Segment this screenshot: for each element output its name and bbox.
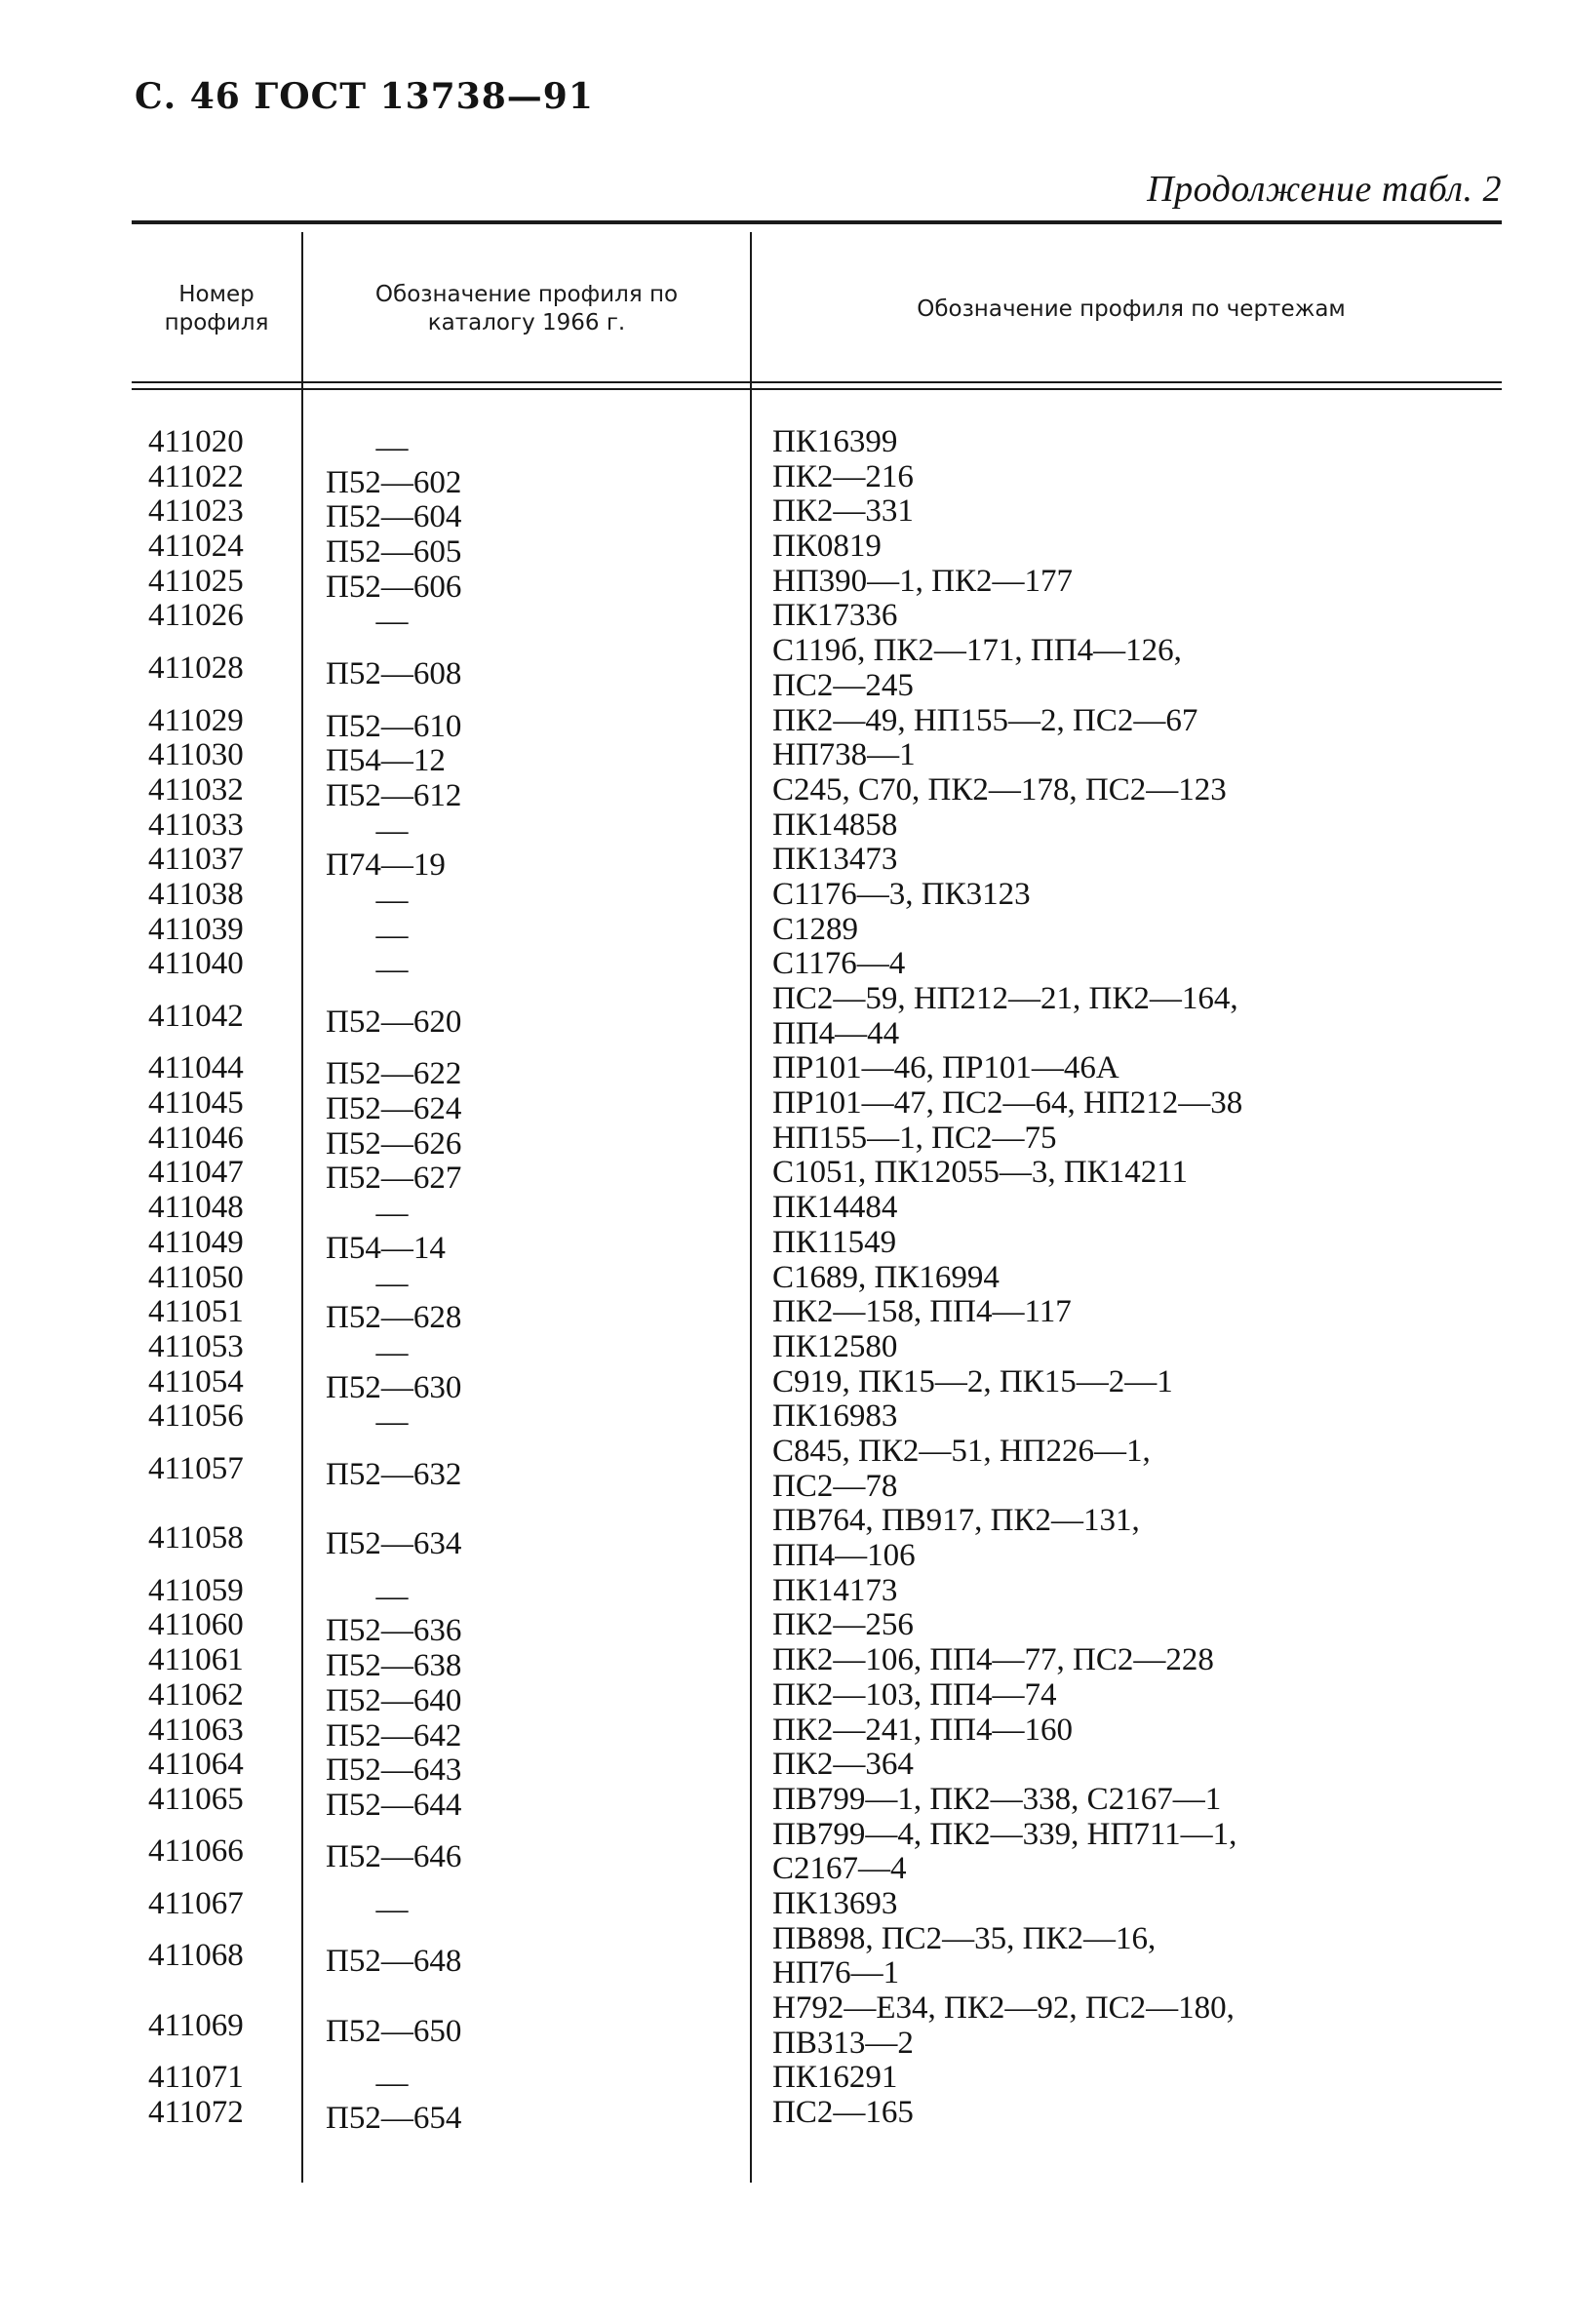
table-header-rule	[132, 381, 1502, 383]
table-row	[0, 2060, 1570, 2102]
drawing-designation-line: ПС2—165	[772, 2095, 914, 2131]
profile-number: 411039	[148, 911, 244, 947]
profile-number: 411054	[148, 1363, 244, 1399]
drawing-designations	[772, 947, 1494, 982]
table-row	[0, 1991, 1570, 2061]
profile-number: 411066	[148, 1833, 244, 1870]
table-row	[0, 876, 1570, 918]
table-row	[0, 1747, 1570, 1789]
profile-number: 411033	[148, 807, 244, 843]
drawing-designation-line: С1176—3, ПК3123	[772, 876, 1031, 912]
drawing-designations	[772, 1643, 1494, 1678]
drawing-designation-line: ПС2—245	[772, 667, 914, 703]
table-body	[0, 424, 1570, 2137]
drawing-designations	[772, 1399, 1494, 1435]
table-row	[0, 1085, 1570, 1127]
profile-number: 411020	[148, 424, 244, 459]
drawing-designation-line: ПК14858	[772, 807, 898, 843]
drawing-designations	[772, 913, 1494, 948]
drawing-designation-line: ПК2—49, НП155—2, ПС2—67	[772, 702, 1198, 738]
profile-number: 411028	[148, 650, 244, 686]
drawing-designations	[772, 2061, 1494, 2096]
profile-number: 411071	[148, 2060, 244, 2096]
drawing-designation-line: НП155—1, ПС2—75	[772, 1120, 1057, 1156]
catalog-designation: П52—632	[326, 1456, 462, 1492]
profile-number: 411044	[148, 1050, 244, 1086]
profile-number: 411042	[148, 998, 244, 1034]
drawing-designation-line: ПР101—46, ПР101—46А	[772, 1050, 1119, 1086]
catalog-designation: П52—654	[326, 2101, 462, 2137]
catalog-designation: П52—622	[326, 1056, 462, 1092]
table-row	[0, 1712, 1570, 1753]
profile-number: 411064	[148, 1747, 244, 1783]
table-row	[0, 1676, 1570, 1718]
drawing-designations	[772, 878, 1494, 913]
catalog-designation: —	[375, 430, 409, 465]
profile-number: 411057	[148, 1450, 244, 1486]
drawing-designations	[772, 738, 1494, 773]
table-row	[0, 2095, 1570, 2137]
table-row	[0, 1190, 1570, 1232]
table-row	[0, 702, 1570, 744]
drawing-designations	[772, 494, 1494, 530]
catalog-designation: —	[375, 2066, 409, 2102]
table-row	[0, 946, 1570, 988]
catalog-designation: П52—627	[326, 1161, 462, 1197]
catalog-designation: П52—604	[326, 499, 462, 535]
table-row	[0, 424, 1570, 465]
profile-number: 411050	[148, 1259, 244, 1295]
table-row	[0, 911, 1570, 953]
drawing-designations	[772, 1818, 1494, 1887]
table-row	[0, 1259, 1570, 1301]
catalog-designation: П52—636	[326, 1613, 462, 1649]
catalog-designation: П52—650	[326, 2013, 462, 2049]
table-row	[0, 563, 1570, 605]
profile-number: 411047	[148, 1155, 244, 1191]
drawing-designations	[772, 1261, 1494, 1296]
catalog-designation: П52—620	[326, 1004, 462, 1040]
catalog-designation: П52—608	[326, 655, 462, 691]
profile-number: 411029	[148, 702, 244, 738]
drawing-designation-line: ПВ898, ПС2—35, ПК2—16,	[772, 1920, 1157, 1956]
profile-number: 411022	[148, 458, 244, 494]
catalog-designation: П52—628	[326, 1300, 462, 1336]
drawing-designations	[772, 843, 1494, 878]
table-row	[0, 1363, 1570, 1405]
drawing-designation-line: ПК16983	[772, 1398, 898, 1435]
table-row	[0, 1435, 1570, 1504]
drawing-designations	[772, 1435, 1494, 1504]
catalog-designation: —	[375, 1891, 409, 1927]
profile-number: 411058	[148, 1520, 244, 1556]
drawing-designation-line: С119б, ПК2—171, ПП4—126,	[772, 633, 1182, 669]
drawing-designation-line: ПП4—44	[772, 1015, 900, 1051]
profile-number: 411023	[148, 493, 244, 530]
drawing-designation-line: НП390—1, ПК2—177	[772, 563, 1074, 599]
drawing-designation-line: С1176—4	[772, 946, 906, 982]
drawing-designation-line: НП738—1	[772, 737, 916, 773]
profile-number: 411061	[148, 1642, 244, 1678]
drawing-designation-line: ПВ764, ПВ917, ПК2—131,	[772, 1503, 1140, 1539]
drawing-designations	[772, 704, 1494, 739]
drawing-designation-line: ПВ313—2	[772, 2025, 914, 2061]
drawing-designation-line: ПК2—331	[772, 493, 914, 530]
profile-number: 411038	[148, 876, 244, 912]
drawing-designation-line: С1689, ПК16994	[772, 1259, 1000, 1295]
drawing-designations	[772, 1051, 1494, 1086]
profile-number: 411030	[148, 737, 244, 773]
table-row	[0, 1781, 1570, 1823]
catalog-designation: —	[375, 1265, 409, 1301]
drawing-designation-line: С919, ПК15—2, ПК15—2—1	[772, 1363, 1173, 1399]
catalog-designation: П52—626	[326, 1125, 462, 1162]
profile-number: 411072	[148, 2095, 244, 2131]
drawing-designations	[772, 1122, 1494, 1157]
catalog-designation: П52—643	[326, 1753, 462, 1789]
drawing-designations	[772, 1713, 1494, 1749]
catalog-designation: —	[375, 917, 409, 953]
catalog-designation: —	[375, 604, 409, 640]
drawing-designation-line: С2167—4	[772, 1851, 907, 1887]
drawing-designation-line: С845, ПК2—51, НП226—1,	[772, 1433, 1151, 1469]
profile-number: 411060	[148, 1607, 244, 1643]
catalog-designation: П52—648	[326, 1944, 462, 1980]
drawing-designation-line: ПК16291	[772, 2060, 898, 2096]
profile-number: 411051	[148, 1294, 244, 1330]
catalog-designation: П54—14	[326, 1230, 446, 1266]
drawing-designations	[772, 565, 1494, 600]
profile-number: 411049	[148, 1224, 244, 1260]
table-row	[0, 1294, 1570, 1336]
catalog-designation: П52—642	[326, 1717, 462, 1753]
drawing-designations	[772, 460, 1494, 495]
drawing-designation-line: ПК11549	[772, 1224, 897, 1260]
drawing-designations	[772, 530, 1494, 565]
drawing-designation-line: ПК14484	[772, 1190, 898, 1226]
drawing-designation-line: С245, С70, ПК2—178, ПС2—123	[772, 771, 1227, 807]
drawing-designations	[772, 1156, 1494, 1191]
drawing-designations	[772, 982, 1494, 1051]
profile-number: 411048	[148, 1190, 244, 1226]
table-row	[0, 529, 1570, 571]
profile-number: 411056	[148, 1398, 244, 1435]
drawing-designations	[772, 1887, 1494, 1922]
drawing-designation-line: ПК12580	[772, 1328, 898, 1364]
drawing-designation-line: ПС2—59, НП212—21, ПК2—164,	[772, 981, 1238, 1017]
column-header-catalog: Обозначение профиля по каталогу 1966 г.	[374, 282, 679, 335]
drawing-designations	[772, 1191, 1494, 1226]
table-row	[0, 1572, 1570, 1614]
profile-number: 411068	[148, 1938, 244, 1974]
table-row	[0, 1155, 1570, 1197]
catalog-designation: П52—606	[326, 569, 462, 605]
drawing-designations	[772, 1330, 1494, 1365]
profile-number: 411067	[148, 1885, 244, 1921]
table-row	[0, 493, 1570, 535]
table-row	[0, 1120, 1570, 1162]
drawing-designation-line: С1289	[772, 911, 859, 947]
table-row	[0, 598, 1570, 640]
table-row	[0, 1328, 1570, 1370]
table-row	[0, 771, 1570, 813]
table-row	[0, 634, 1570, 703]
drawing-designations	[772, 1365, 1494, 1400]
drawing-designation-line: ПС2—78	[772, 1468, 898, 1504]
drawing-designation-line: ПК13693	[772, 1885, 898, 1921]
catalog-designation: —	[375, 952, 409, 988]
table-row	[0, 1224, 1570, 1266]
catalog-designation: П52—624	[326, 1091, 462, 1127]
drawing-designation-line: ПК13473	[772, 842, 898, 878]
drawing-designations	[772, 634, 1494, 703]
drawing-designation-line: ПВ799—4, ПК2—339, НП711—1,	[772, 1816, 1237, 1852]
drawing-designation-line: ПК2—216	[772, 458, 914, 494]
table-row	[0, 1818, 1570, 1887]
table-row	[0, 1642, 1570, 1684]
drawing-designation-line: Н792—Е34, ПК2—92, ПС2—180,	[772, 1990, 1235, 2027]
drawing-designations	[772, 1922, 1494, 1991]
catalog-designation: П52—638	[326, 1648, 462, 1684]
profile-number: 411024	[148, 529, 244, 565]
table-row	[0, 982, 1570, 1051]
catalog-designation: —	[375, 1196, 409, 1232]
drawing-designations	[772, 1783, 1494, 1818]
profile-number: 411069	[148, 2007, 244, 2043]
drawing-designation-line: ПК0819	[772, 529, 882, 565]
table-row	[0, 1922, 1570, 1991]
drawing-designations	[772, 1678, 1494, 1713]
table-continuation-caption: Продолжение табл. 2	[1147, 169, 1502, 210]
catalog-designation: —	[375, 1578, 409, 1614]
drawing-designation-line: ПК16399	[772, 424, 898, 459]
profile-number: 411032	[148, 771, 244, 807]
drawing-designations	[772, 1748, 1494, 1783]
profile-number: 411059	[148, 1572, 244, 1608]
catalog-designation: П52—646	[326, 1839, 462, 1875]
drawing-designation-line: НП76—1	[772, 1955, 900, 1991]
drawing-designations	[772, 1991, 1494, 2061]
drawing-designation-line: ПК2—103, ПП4—74	[772, 1676, 1057, 1713]
drawing-designations	[772, 773, 1494, 808]
catalog-designation: П54—12	[326, 743, 446, 779]
drawing-designation-line: ПВ799—1, ПК2—338, С2167—1	[772, 1781, 1222, 1817]
drawing-designation-line: С1051, ПК12055—3, ПК14211	[772, 1155, 1188, 1191]
profile-number: 411046	[148, 1120, 244, 1156]
drawing-designation-line: ПК17336	[772, 598, 898, 634]
column-header-number: Номер профиля	[164, 282, 269, 335]
profile-number: 411053	[148, 1328, 244, 1364]
drawing-designation-line: ПК2—364	[772, 1747, 914, 1783]
table-row	[0, 1885, 1570, 1927]
table-row	[0, 737, 1570, 779]
table-row	[0, 1607, 1570, 1649]
drawing-designation-line: ПР101—47, ПС2—64, НП212—38	[772, 1085, 1243, 1122]
catalog-designation: —	[375, 1334, 409, 1370]
drawing-designations	[772, 1295, 1494, 1330]
profile-number: 411063	[148, 1712, 244, 1748]
catalog-designation: П52—644	[326, 1787, 462, 1823]
table-top-rule	[132, 220, 1502, 224]
catalog-designation: —	[375, 1404, 409, 1440]
drawing-designations	[772, 1086, 1494, 1122]
drawing-designations	[772, 425, 1494, 460]
catalog-designation: П52—630	[326, 1369, 462, 1405]
table-row	[0, 807, 1570, 848]
catalog-designation: П52—602	[326, 464, 462, 500]
drawing-designations	[772, 1504, 1494, 1573]
profile-number: 411037	[148, 842, 244, 878]
profile-number: 411062	[148, 1676, 244, 1713]
table-row	[0, 1504, 1570, 1573]
catalog-designation: П74—19	[326, 847, 446, 884]
page-header: С. 46 ГОСТ 13738—91	[135, 76, 594, 117]
table-row	[0, 458, 1570, 500]
catalog-designation: —	[375, 812, 409, 848]
drawing-designations	[772, 2096, 1494, 2131]
catalog-designation: П52—634	[326, 1526, 462, 1562]
catalog-designation: П52—612	[326, 777, 462, 813]
table-row	[0, 1398, 1570, 1440]
table-row	[0, 1050, 1570, 1092]
drawing-designations	[772, 1608, 1494, 1643]
profile-number: 411045	[148, 1085, 244, 1122]
catalog-designation: П52—640	[326, 1682, 462, 1718]
table-header-rule-double	[132, 388, 1502, 390]
drawing-designations	[772, 1574, 1494, 1609]
profile-number: 411040	[148, 946, 244, 982]
catalog-designation: П52—605	[326, 534, 462, 571]
catalog-designation: —	[375, 882, 409, 918]
drawing-designation-line: ПК2—106, ПП4—77, ПС2—228	[772, 1642, 1214, 1678]
column-header-drawings: Обозначение профиля по чертежам	[917, 296, 1346, 322]
drawing-designations	[772, 808, 1494, 844]
drawing-designation-line: ПК2—241, ПП4—160	[772, 1712, 1074, 1748]
drawing-designation-line: ПП4—106	[772, 1538, 916, 1574]
drawing-designation-line: ПК2—158, ПП4—117	[772, 1294, 1072, 1330]
profile-number: 411065	[148, 1781, 244, 1817]
drawing-designations	[772, 1226, 1494, 1261]
profile-number: 411026	[148, 598, 244, 634]
catalog-designation: П52—610	[326, 708, 462, 744]
drawing-designation-line: ПК2—256	[772, 1607, 914, 1643]
drawing-designations	[772, 599, 1494, 634]
drawing-designation-line: ПК14173	[772, 1572, 898, 1608]
profile-number: 411025	[148, 563, 244, 599]
table-row	[0, 842, 1570, 884]
